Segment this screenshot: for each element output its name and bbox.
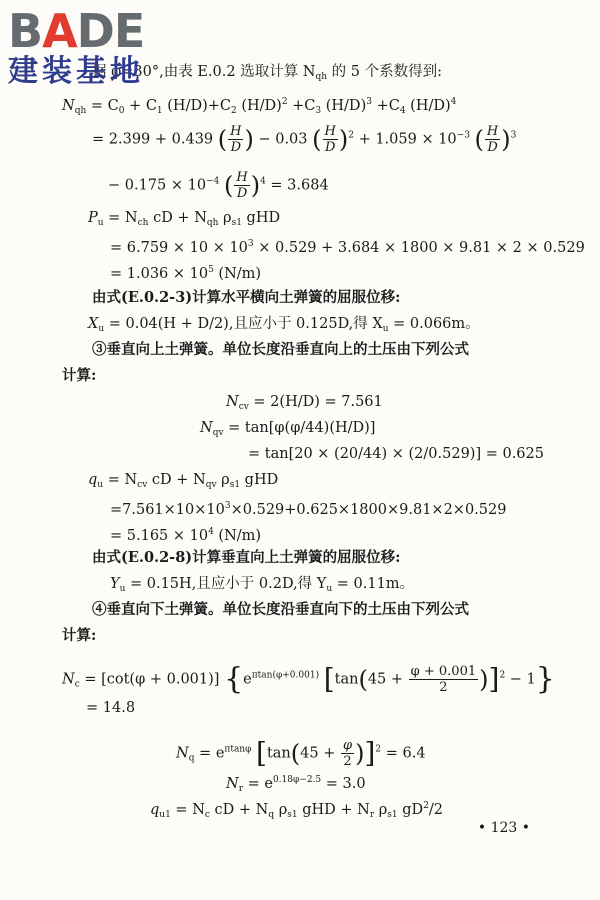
- equation-nqh: $N_{qh} = C_0 + C_1$ $(H/D)+C_2$ $(H/D)^2 +C_3$ $(H/D)^3 +C_4$ $(H/D)^4$: [62, 97, 457, 116]
- text-line-calc-1: 计算:: [62, 367, 97, 384]
- equation-qu: $q_u = N_{cv}$ cD + $N_{qv}$ $\rho_{s1}$ gHD: [88, 472, 279, 490]
- equation-qu-numeric: $=7.561\times 10\times 10^3\times 0.529+0.625\times 1800\times 9.81\times 2\times 0.529$: [110, 501, 507, 518]
- bade-watermark-logo: [8, 4, 145, 89]
- equation-nc: $N_c = [\cot(\varphi + 0.001)]$ {$e^{\pi tan(\varphi+0.001)}$ [tan(45 + $\frac{\varphi + 0.001}{2}$ )]$^2$ − 1}: [62, 661, 555, 697]
- equation-pu-numeric: = $6.759 \times 10 \times 10^3 \times 0.529 + 3.684 \times 1800 \times 9.81 \times 2 \times 0.529$: [110, 239, 585, 256]
- heading-vertical-down-spring: ④垂直向下土弹簧。单位长度沿垂直向下的土压由下列公式: [92, 601, 469, 618]
- text-line-calc-2: 计算:: [62, 627, 97, 644]
- text-line-horizontal-yield: 由式(E.0.2-3)计算水平横向土弹簧的屈服位移:: [92, 289, 401, 306]
- equation-nqv: $N_{qv} = \tan[\varphi(\varphi/44)(H/D)]$: [200, 420, 376, 438]
- equation-nqh-numeric: = 2.399 + 0.439 ( $\frac{H}{D}$ ) − 0.03 ( $\frac{H}{D}$ )$^2 + 1.059 \times 10^{-3}$ ( $\frac{H}{D}$ )$^3$: [92, 124, 517, 155]
- page-number: • 123 •: [477, 820, 530, 836]
- equation-qu-result: = $5.165 \times 10^4$ (N/m): [110, 527, 262, 544]
- equation-qu1: $q_{u1} = N_c$ cD + $N_q$ $\rho_{s1}$ gHD + $N_r$ $\rho_{s1}$ $gD^2/2$: [150, 801, 444, 820]
- heading-vertical-up-spring: ③垂直向上土弹簧。单位长度沿垂直向上的土压由下列公式: [92, 341, 469, 358]
- text-line-vertical-yield: 由式(E.0.2-8)计算垂直向上土弹簧的屈服位移:: [92, 549, 401, 566]
- equation-pu: $P_u = N_{ch}$ cD + $N_{qh}$ $\rho_{s1}$ gHD: [88, 210, 281, 228]
- watermark-subtitle: 建装基地: [8, 54, 144, 89]
- equation-nr: $N_r = e^{0.18\varphi-2.5} = 3.0$: [226, 775, 366, 794]
- equation-yu: $Y_u = 0.15H$,且应小于 0.2D,得 $Y_u = 0.11m$。: [110, 576, 415, 594]
- equation-pu-result: = $1.036 \times 10^5$ (N/m): [110, 265, 262, 282]
- equation-ncv: $N_{cv} = 2(H/D) = 7.561$: [226, 394, 383, 412]
- watermark-brand: BADE: [8, 4, 145, 58]
- equation-xu: $X_u = 0.04(H + D/2)$,且应小于 0.125D,得 $X_u = 0.066m$。: [88, 316, 480, 334]
- equation-nqh-result: − $0.175 \times 10^{-4}$ ( $\frac{H}{D}$ )$^4$ = 3.684: [108, 170, 329, 201]
- equation-nqv-numeric: = tan[20 × (20/44) × (2/0.529)] = 0.625: [248, 446, 544, 462]
- text-line-1: 据 φ=30°,由表 E.0.2 选取计算 $N_{qh}$ 的 5 个系数得到:: [92, 64, 442, 82]
- equation-nq: $N_q = e^{\pi tan\varphi}$ [tan(45 + $\frac{\varphi}{2}$ )]$^2$ = 6.4: [176, 736, 426, 770]
- equation-nc-result: = 14.8: [86, 700, 136, 716]
